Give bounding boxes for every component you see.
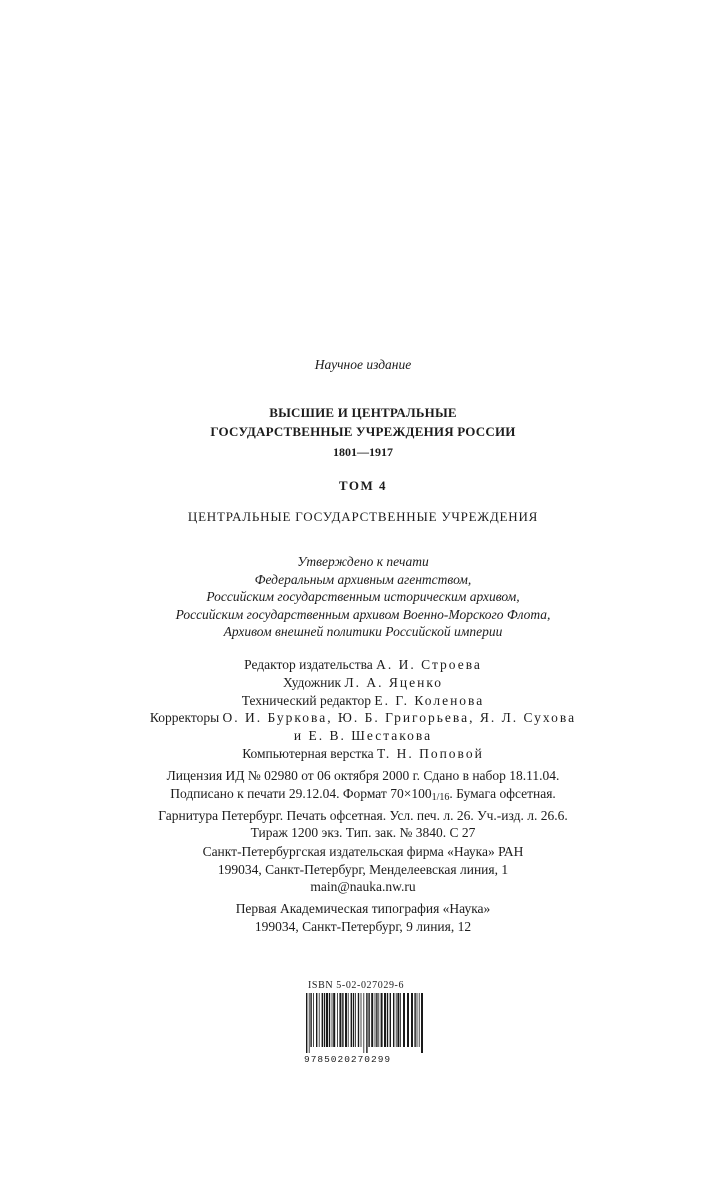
barcode-bar xyxy=(366,993,367,1053)
layout-credit xyxy=(0,745,726,763)
barcode-bar xyxy=(421,993,423,1053)
publication-type: Научное издание xyxy=(314,357,412,372)
proofreaders-names: О. И. Буркова, Ю. Б. Григорьева, Я. Л. Сухова xyxy=(222,710,577,726)
tech-editor-label: Технический редактор xyxy=(241,692,372,708)
barcode-bar xyxy=(387,993,388,1047)
barcode-bar xyxy=(417,993,418,1047)
approval-line: Российским государственным архивом Военно-Морского Флота, xyxy=(175,606,551,622)
barcode-bar xyxy=(351,993,352,1047)
technical-info xyxy=(0,767,726,842)
approval-line: Российским государственным историческим архивом, xyxy=(206,589,520,604)
format-suffix: . Бумага офсетная. xyxy=(449,785,556,801)
barcode-bar xyxy=(403,993,405,1047)
proofreaders-label: Корректоры xyxy=(149,710,220,726)
barcode-bar xyxy=(313,993,314,1047)
barcode-bar xyxy=(355,993,356,1047)
barcode-bar xyxy=(400,993,401,1047)
book-title-line-1: ВЫСШИЕ И ЦЕНТРАЛЬНЫЕ xyxy=(269,405,457,420)
printer-name: Первая Академическая типография «Наука» xyxy=(235,901,491,916)
barcode-bar xyxy=(316,993,317,1047)
barcode-bar xyxy=(358,993,359,1047)
barcode-bar xyxy=(342,993,343,1047)
credits-block xyxy=(0,656,726,763)
barcode-bar xyxy=(310,993,311,1047)
barcode-digits: 9785020270299 xyxy=(304,1054,392,1065)
artist-label: Художник xyxy=(283,674,342,690)
barcode-bar xyxy=(411,993,413,1047)
tech-editor-name: Е. Г. Коленова xyxy=(374,692,485,708)
barcode-bar xyxy=(368,993,369,1047)
barcode-image xyxy=(304,993,426,1053)
barcode-bar xyxy=(375,993,376,1047)
artist-credit xyxy=(0,674,726,692)
book-title-line-2: ГОСУДАРСТВЕННЫЕ УЧРЕЖДЕНИЯ РОССИИ xyxy=(210,424,516,439)
proofreaders-credit xyxy=(0,709,726,727)
barcode-bar xyxy=(361,993,362,1047)
barcode-bar xyxy=(397,993,399,1047)
tech-editor-credit xyxy=(0,692,726,710)
barcode-bar xyxy=(309,993,310,1053)
barcode-bar xyxy=(353,993,354,1047)
printer-address: 199034, Санкт-Петербург, 9 линия, 12 xyxy=(254,918,472,934)
publisher-name: Санкт-Петербургская издательская фирма «Наука» РАН xyxy=(202,844,524,859)
layout-label: Компьютерная верстка xyxy=(242,745,374,761)
barcode-bar xyxy=(378,993,379,1047)
approval-line: Утверждено к печати xyxy=(297,554,429,569)
book-years: 1801—1917 xyxy=(333,445,393,459)
barcode-bar xyxy=(345,993,347,1047)
barcode-bar xyxy=(381,993,383,1047)
print-sign-line xyxy=(0,785,726,807)
barcode-bar xyxy=(393,993,394,1047)
artist-name: Л. А. Яценко xyxy=(344,674,443,690)
format-prefix: Подписано к печати 29.12.04. Формат 70×100 xyxy=(170,785,432,801)
license-line: Лицензия ИД № 02980 от 06 октября 2000 г. Сдано в набор 18.11.04. xyxy=(166,768,560,783)
barcode-bar xyxy=(419,993,420,1047)
barcode-bar xyxy=(339,993,341,1047)
barcode-bar xyxy=(384,993,386,1047)
barcode-bar xyxy=(348,993,349,1047)
barcode-bar xyxy=(337,993,338,1047)
barcode-bar xyxy=(371,993,373,1047)
format-fraction: 1/16 xyxy=(431,791,450,803)
barcode-bar xyxy=(414,993,415,1047)
volume-section-title: ЦЕНТРАЛЬНЫЕ ГОСУДАРСТВЕННЫЕ УЧРЕЖДЕНИЯ xyxy=(187,509,539,524)
barcode-bar xyxy=(326,993,328,1047)
barcode-bar xyxy=(363,993,364,1053)
approval-line: Федеральным архивным агентством, xyxy=(254,571,472,587)
barcode-bar xyxy=(332,993,333,1047)
print-run-line: Тираж 1200 экз. Тип. зак. № 3840. С 27 xyxy=(250,825,476,841)
publisher-address: 199034, Санкт-Петербург, Менделеевская линия, 1 xyxy=(217,861,509,877)
barcode-bar xyxy=(322,993,323,1047)
publisher-block xyxy=(0,843,726,896)
proofreaders-names-2: и Е. В. Шестакова xyxy=(293,728,433,744)
barcode-bar xyxy=(376,993,377,1047)
printer-block xyxy=(0,900,726,935)
approval-block xyxy=(0,553,726,641)
proofreaders-credit-cont xyxy=(0,727,726,745)
barcode-bar xyxy=(390,993,391,1047)
barcode-bar xyxy=(333,993,335,1047)
typeface-line: Гарнитура Петербург. Печать офсетная. Усл. печ. л. 26. Уч.-изд. л. 26.6. xyxy=(158,807,568,823)
editor-label: Редактор издательства xyxy=(244,657,373,672)
editor-name: А. И. Строева xyxy=(376,657,482,672)
barcode-bar xyxy=(324,993,325,1047)
editor-credit xyxy=(0,656,726,674)
volume-number: ТОМ 4 xyxy=(338,478,388,493)
approval-line: Архивом внешней политики Российской империи xyxy=(223,624,503,639)
layout-name: Т. Н. Поповой xyxy=(376,745,484,761)
barcode-bar xyxy=(319,993,320,1047)
publisher-email: main@nauka.nw.ru xyxy=(310,879,416,894)
isbn-label: ISBN 5-02-027029-6 xyxy=(308,980,405,991)
barcode-bar xyxy=(306,993,307,1053)
barcode-bar xyxy=(329,993,330,1047)
barcode-bar xyxy=(396,993,397,1047)
barcode-bar xyxy=(407,993,409,1047)
